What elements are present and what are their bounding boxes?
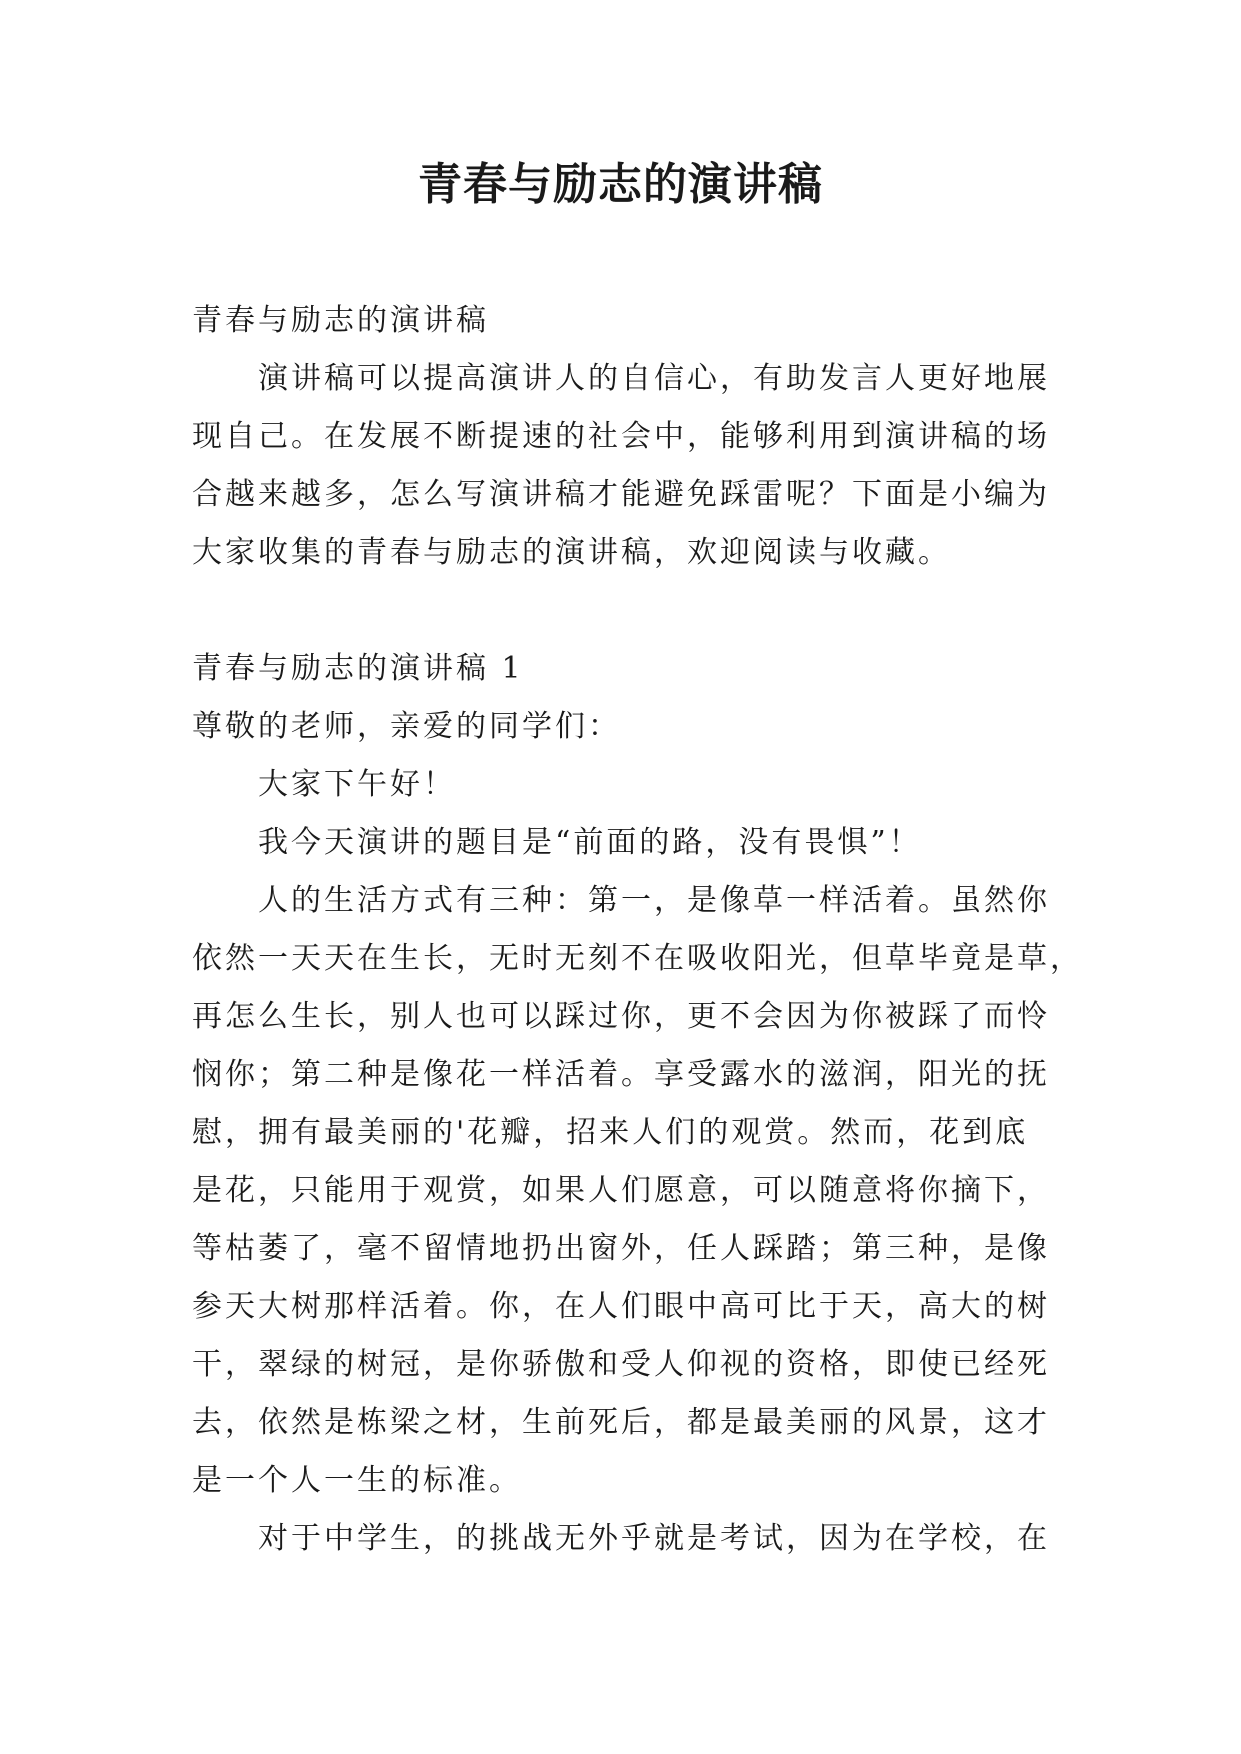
paragraph-line: 是花，只能用于观赏，如果人们愿意，可以随意将你摘下，: [192, 1173, 1050, 1208]
intro-line: 合越来越多，怎么写演讲稿才能避免踩雷呢？下面是小编为: [192, 477, 1050, 512]
paragraph-gap: [192, 582, 1072, 640]
paragraph-line: 干，翠绿的树冠，是你骄傲和受人仰视的资格，即使已经死: [192, 1347, 1050, 1382]
paragraph-line: 参天大树那样活着。你，在人们眼中高可比于天，高大的树: [192, 1289, 1050, 1324]
paragraph-line: 是一个人一生的标准。: [192, 1463, 522, 1498]
paragraph-line: 依然一天天在生长，无时无刻不在吸收阳光，但草毕竟是草，: [192, 941, 1083, 976]
subtitle: 青春与励志的演讲稿: [192, 303, 489, 338]
salutation: 尊敬的老师，亲爱的同学们：: [192, 709, 621, 744]
paragraph-line: 慰，拥有最美丽的'花瓣，招来人们的观赏。然而，花到底: [192, 1115, 1029, 1150]
intro-line: 演讲稿可以提高演讲人的自信心，有助发言人更好地展: [258, 361, 1050, 396]
speech-topic: 我今天演讲的题目是“前面的路，没有畏惧”！: [258, 825, 922, 860]
paragraph-line: 等枯萎了，毫不留情地扔出窗外，任人踩踏；第三种，是像: [192, 1231, 1050, 1266]
section-heading: 青春与励志的演讲稿 1: [192, 651, 524, 686]
paragraph-line: 人的生活方式有三种：第一，是像草一样活着。虽然你: [258, 883, 1050, 918]
paragraph-line: 对于中学生，的挑战无外乎就是考试，因为在学校，在: [258, 1521, 1050, 1556]
paragraph-line: 再怎么生长，别人也可以踩过你，更不会因为你被踩了而怜: [192, 999, 1050, 1034]
document-title: 青春与励志的演讲稿: [418, 159, 823, 210]
document-body: [192, 292, 1083, 1568]
intro-line: 现自己。在发展不断提速的社会中，能够利用到演讲稿的场: [192, 419, 1050, 454]
greeting: 大家下午好！: [258, 767, 456, 802]
paragraph-line: 悯你；第二种是像花一样活着。享受露水的滋润，阳光的抚: [192, 1057, 1050, 1092]
intro-line: 大家收集的青春与励志的演讲稿，欢迎阅读与收藏。: [192, 535, 951, 570]
paragraph-line: 去，依然是栋梁之材，生前死后，都是最美丽的风景，这才: [192, 1405, 1050, 1440]
